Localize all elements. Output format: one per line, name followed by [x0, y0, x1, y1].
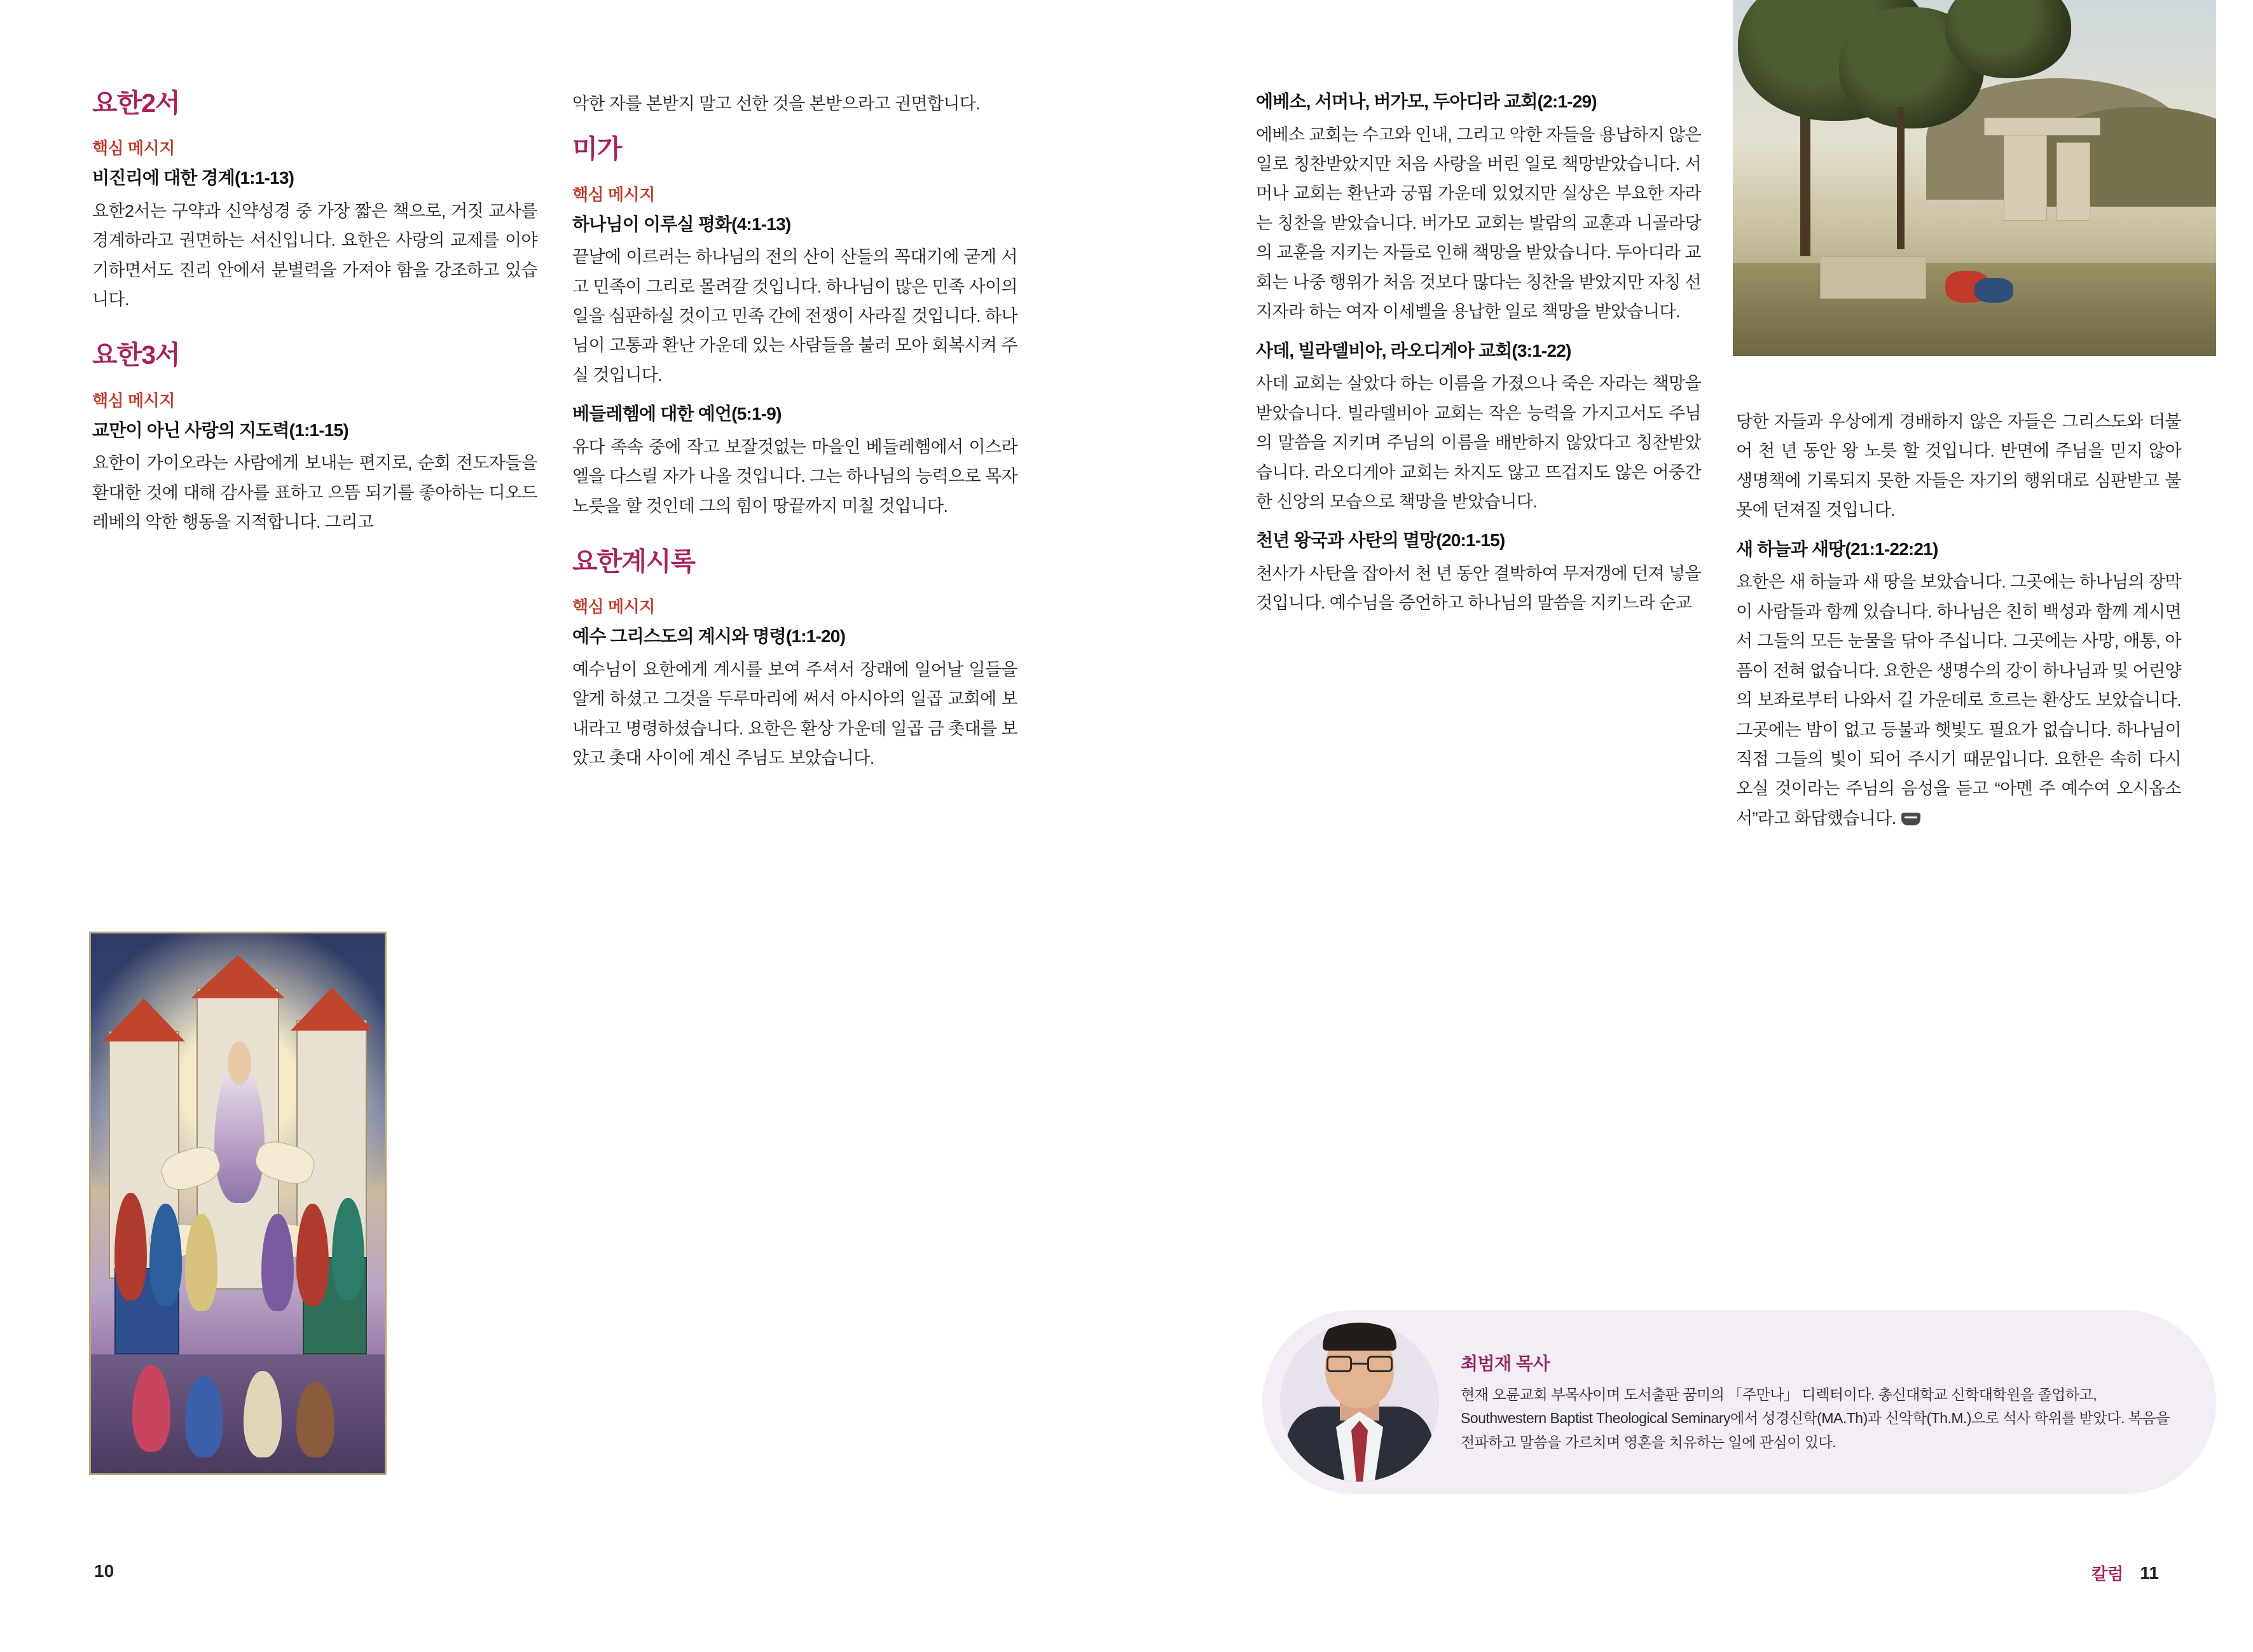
author-biography: 현재 오륜교회 부목사이며 도서출판 꿈미의 「주만나」 디렉터이다. 총신대학교 신학대학원을 졸업하고, Southwestern Baptist Theological Seminary에서 성경신학(MA.Th)과 신악학(Th.M.)으로 석사 학위를 받았다. 복음을 전파하고 말씀을 가르치며 영혼을 치유하는 일에 관심이 있다.: [1461, 1386, 2170, 1450]
section-subtitle-revelation-4: 천년 왕국과 사탄의 멸망(20:1-15): [1256, 530, 1505, 551]
column-4: [1736, 407, 2181, 833]
classical-landscape-image: [1733, 0, 2216, 356]
body-text-revelation-6: [1736, 567, 2181, 833]
section-subtitle-3john: 교만이 아닌 사랑의 지도력(1:1-15): [92, 420, 348, 440]
body-text-revelation-2: 에베소 교회는 수고와 인내, 그리고 악한 자들을 용납하지 않은 일로 칭찬받았지만 처음 사랑을 버린 일로 책망받았습니다. 서머나 교회는 환난과 궁핍 가운데 있었지만 실상은 부요한 자라는 칭찬을 받았습니다. 버가모 교회는 발람의 교훈과 니골라당의 교훈을 지키는 자들로 인해 책망을 받았습니다. 두아디라 교회는 나중 행위가 처음 것보다 많다는 칭찬을 받았지만 자칭 선지자라 하는 여자 이세벨을 용납한 일로 책망을 받았습니다.: [1256, 125, 1701, 322]
section-subtitle-revelation-5: 새 하늘과 새땅(21:1-22:21): [1736, 539, 1938, 559]
body-text-3john: 요한이 가이오라는 사람에게 보내는 편지로, 순회 전도자들을 환대한 것에 대해 감사를 표하고 으뜸 되기를 좋아하는 디오드레베의 악한 행동을 지적합니다. 그리고: [92, 453, 537, 532]
footer-right: [2091, 1561, 2159, 1585]
footer-section-label: 칼럼: [2091, 1564, 2124, 1583]
body-text-revelation-3: 사데 교회는 살았다 하는 이름을 가졌으나 죽은 자라는 책망을 받았습니다. 빌라델비아 교회는 작은 능력을 가지고서도 주님의 말씀을 지키며 주님의 이름을 배반하지 않았다고 칭찬받았습니다. 라오디게아 교회는 차지도 않고 뜨겁지도 않은 어중간한 신앙의 모습으로 책망을 받았습니다.: [1256, 374, 1701, 511]
book-title-revelation: 요한계시록: [572, 547, 696, 577]
body-text-revelation-4: 천사가 사탄을 잡아서 천 년 동안 결박하여 무저갱에 던져 넣을 것입니다. 예수님을 증언하고 하나님의 말씀을 지키느라 순교: [1256, 564, 1701, 613]
book-title-2john: 요한2서: [92, 88, 180, 118]
author-name: 최범재 목사: [1461, 1354, 1550, 1374]
body-text-revelation-5: 당한 자들과 우상에게 경배하지 않은 자들은 그리스도와 더불어 천 년 동안 왕 노릇 할 것입니다. 반면에 주님을 믿지 않아 생명책에 기록되지 못한 자들은 자기의 행위대로 심판받고 불 못에 던져질 것입니다.: [1736, 412, 2181, 520]
section-subtitle-revelation-2: 에베소, 서머나, 버가모, 두아디라 교회(2:1-29): [1256, 92, 1597, 111]
column-3: [1256, 89, 1701, 635]
body-text-3john-continued: 악한 자를 본받지 말고 선한 것을 본받으라고 권면합니다.: [572, 94, 981, 113]
core-message-label-3: 핵심 메시지: [572, 184, 655, 204]
section-subtitle-revelation-1: 예수 그리스도의 계시와 명령(1:1-20): [572, 626, 846, 647]
section-subtitle-2john: 비진리에 대한 경계(1:1-13): [92, 168, 294, 188]
author-text-block: [1439, 1350, 2216, 1454]
end-mark-icon: [1901, 813, 1920, 825]
author-avatar: [1280, 1323, 1439, 1482]
body-text-micah-1: 끝날에 이르러는 하나님의 전의 산이 산들의 꼭대기에 굳게 서고 민족이 그리로 몰려갈 것입니다. 하나님이 많은 민족 사이의 일을 심판하실 것이고 민족 간에 전쟁이 사라질 것입니다. 하나님이 고통과 환난 가운데 있는 사람들을 불러 모아 회복시켜 주실 것입니다.: [572, 247, 1017, 385]
core-message-label-2: 핵심 메시지: [92, 390, 175, 410]
core-message-label-4: 핵심 메시지: [572, 597, 655, 617]
column-2: [572, 89, 1017, 790]
section-subtitle-micah-1: 하나님이 이루실 평화(4:1-13): [572, 214, 791, 234]
core-message-label-1: 핵심 메시지: [92, 139, 175, 158]
book-title-micah: 미가: [572, 134, 622, 164]
body-text-revelation-6-text: 요한은 새 하늘과 새 땅을 보았습니다. 그곳에는 하나님의 장막이 사람들과 함께 있습니다. 하나님은 친히 백성과 함께 계시면서 그들의 모든 눈물을 닦아 주십니다. 그곳에는 사망, 애통, 아픔이 전혀 없습니다. 요한은 생명수의 강이 하나님과 및 어린양의 보좌로부터 나와서 길 가운데로 흐르는 환상도 보았습니다. 그곳에는 밤이 없고 등불과 햇빛도 필요가 없습니다. 하나님이 직접 그들의 빛이 되어 주시기 때문입니다. 요한은 속히 다시 오실 것이라는 주님의 음성을 듣고 “아멘 주 예수여 오시옵소서”라고 화답했습니다.: [1736, 572, 2181, 828]
section-subtitle-micah-2: 베들레헴에 대한 예언(5:1-9): [572, 404, 782, 424]
book-title-3john: 요한3서: [92, 340, 180, 370]
glasses-icon: [1326, 1356, 1393, 1372]
page-number-right: 11: [2140, 1562, 2159, 1583]
author-bio-box: [1262, 1310, 2216, 1494]
body-text-2john: 요한2서는 구약과 신약성경 중 가장 짧은 책으로, 거짓 교사를 경계하라고 권면하는 서신입니다. 요한은 사랑의 교제를 이야기하면서도 진리 안에서 분별력을 가져야 함을 강조하고 있습니다.: [92, 201, 537, 309]
body-text-micah-2: 유다 족속 중에 작고 보잘것없는 마을인 베들레헴에서 이스라엘을 다스릴 자가 나올 것입니다. 그는 하나님의 능력으로 목자 노릇을 할 것인데 그의 힘이 땅끝까지 미칠 것입니다.: [572, 437, 1017, 516]
section-subtitle-revelation-3: 사데, 빌라델비아, 라오디게아 교회(3:1-22): [1256, 340, 1571, 361]
page-number-left: 10: [94, 1561, 114, 1581]
medieval-illumination-image: [89, 932, 387, 1475]
column-1: [92, 89, 537, 553]
body-text-revelation-1: 예수님이 요한에게 계시를 보여 주셔서 장래에 일어날 일들을 알게 하셨고 그것을 두루마리에 써서 아시아의 일곱 교회에 보내라고 명령하셨습니다. 요한은 환상 가운데 일곱 금 촛대를 보았고 촛대 사이에 계신 주님도 보았습니다.: [572, 659, 1017, 768]
